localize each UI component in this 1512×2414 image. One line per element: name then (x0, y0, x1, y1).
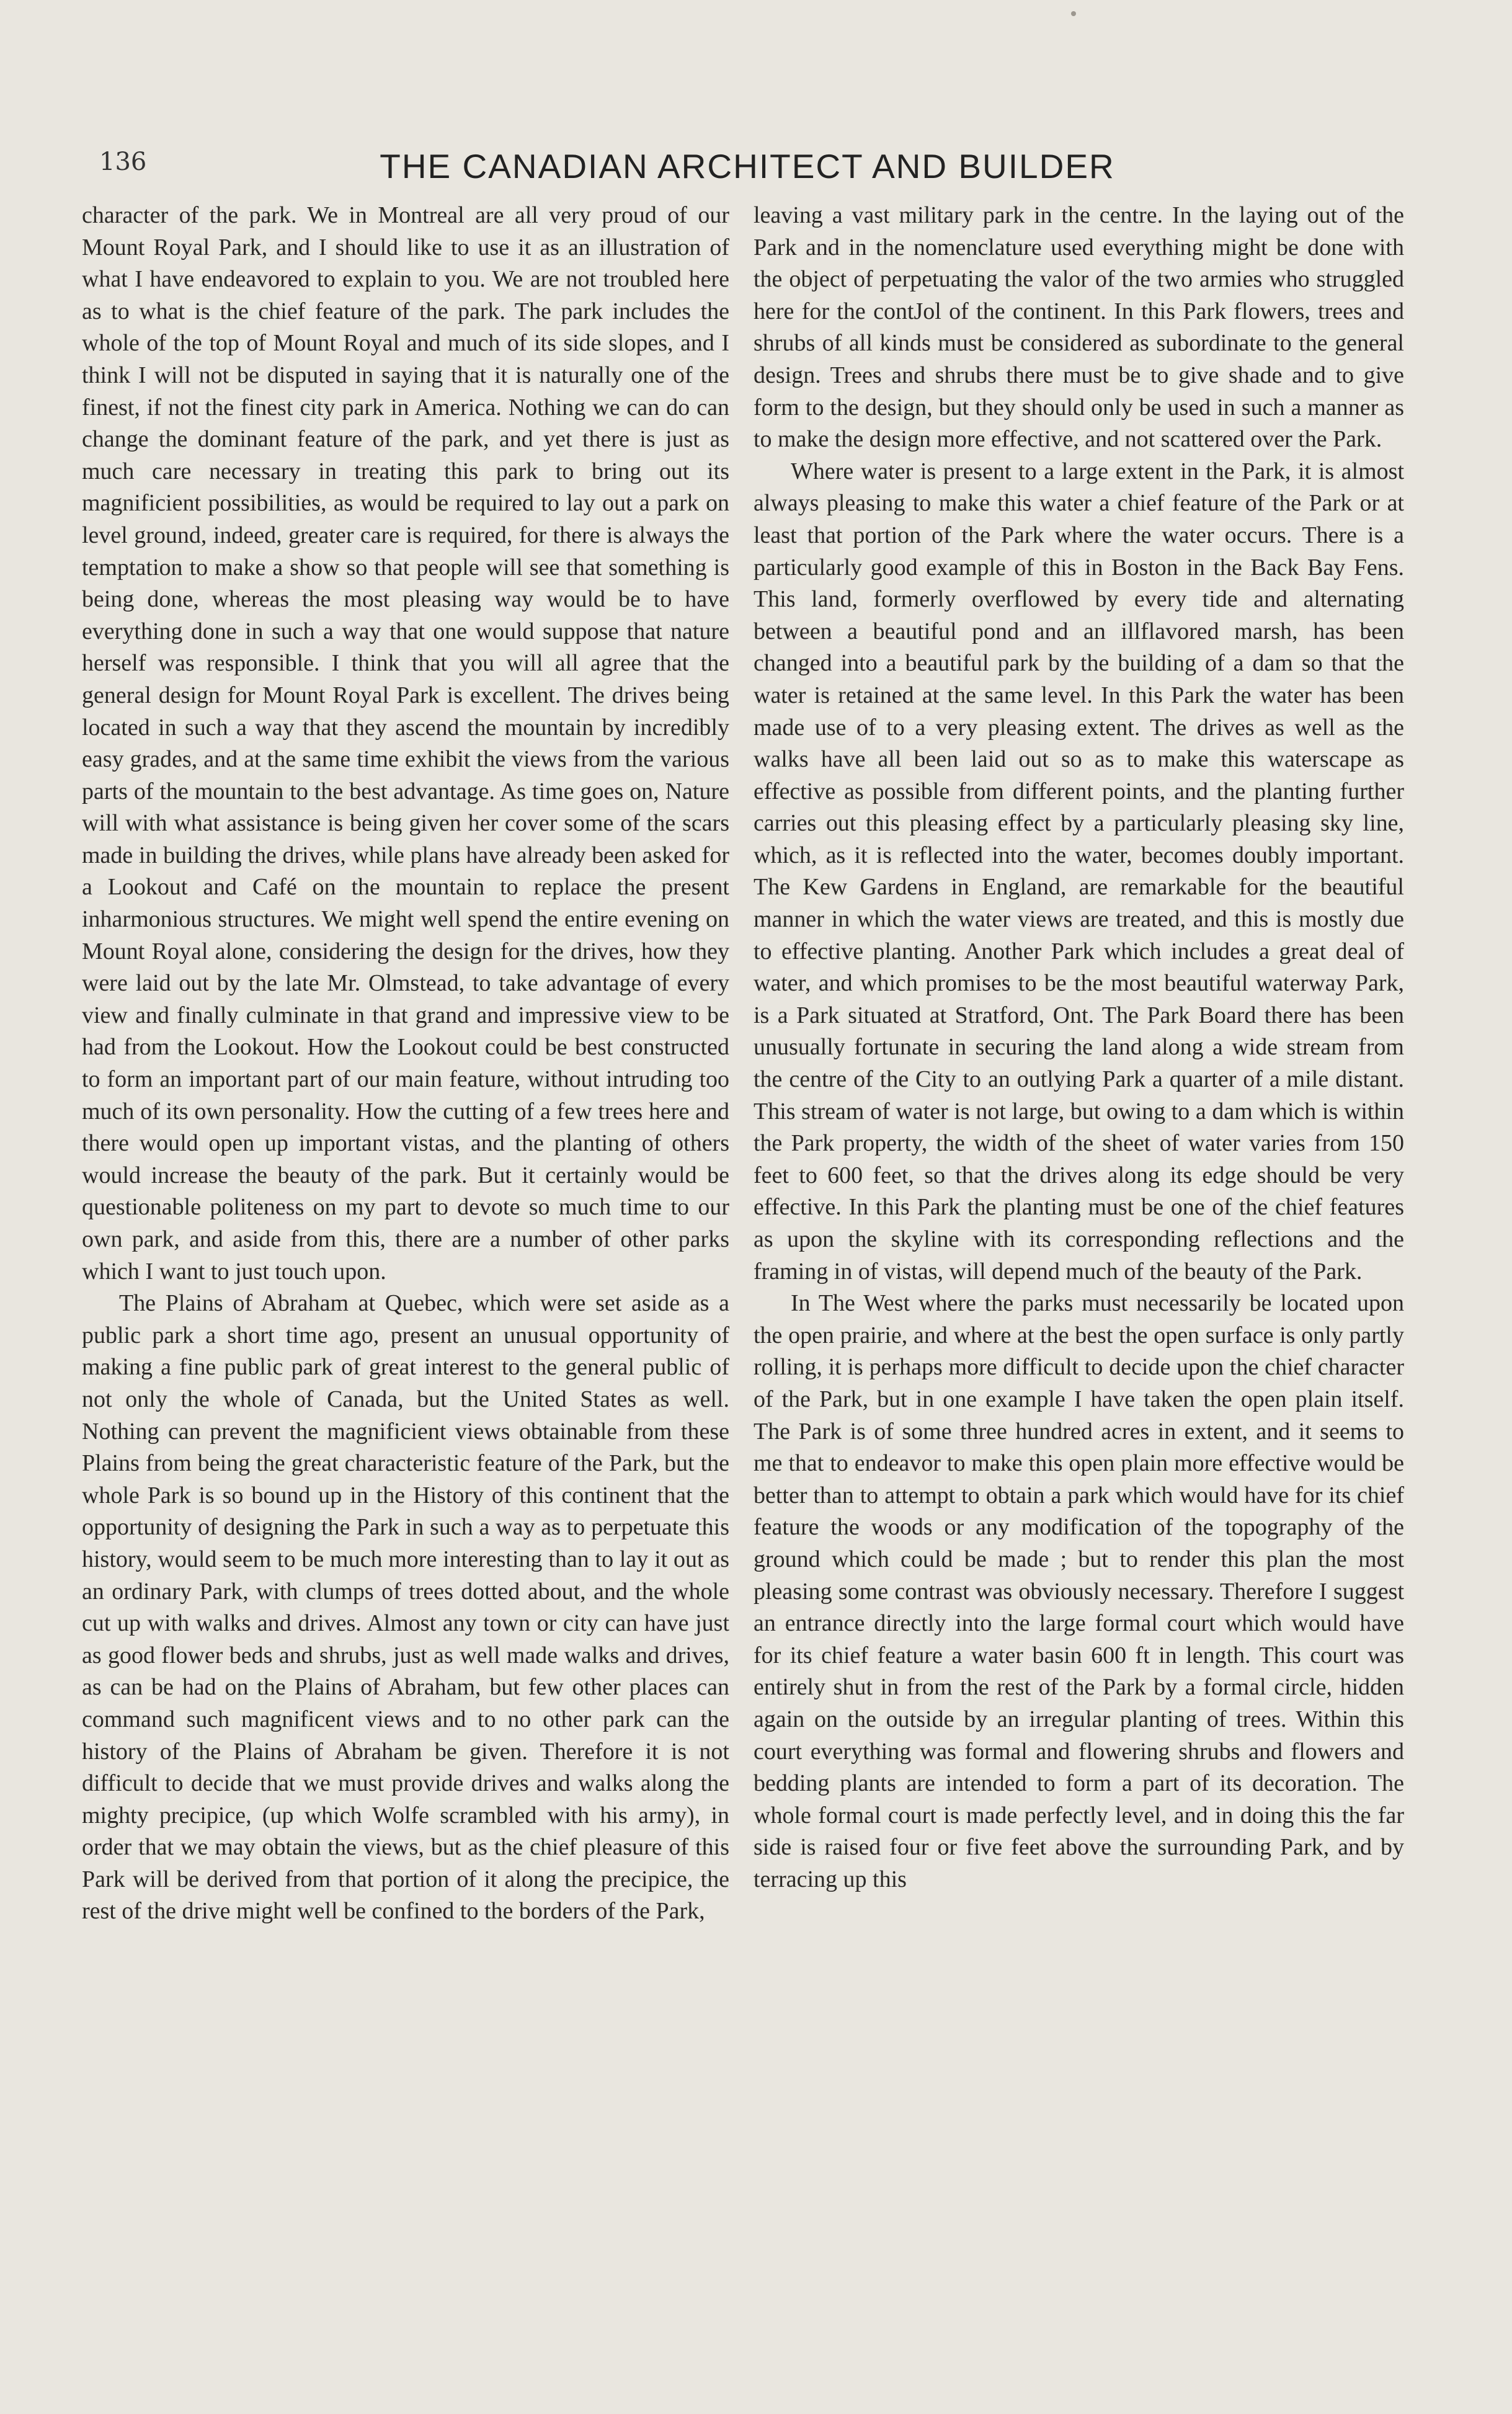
right-column (754, 200, 1404, 1895)
running-head: THE CANADIAN ARCHITECT AND BUILDER (380, 147, 1115, 185)
left-column (82, 200, 729, 1928)
paragraph: The Plains of Abraham at Quebec, which were set aside as a public park a short time ago, present an unusual opportunity of making a fine public park of great interest to the general public of not only the whole of Canada, but the United States as well. Nothing can prevent the magnificient views obtainable from these Plains from being the great characteristic feature of the Park, but the whole Park is so bound up in the History of this continent that the opportunity of designing the Park in such a way as to perpetuate this history, would seem to be much more interesting than to lay it out as an ordinary Park, with clumps of trees dotted about, and the whole cut up with walks and drives. Almost any town or city can have just as good flower beds and shrubs, just as well made walks and drives, as can be had on the Plains of Abraham, but few other places can command such magnificent views and to no other park can the history of the Plains of Abraham be given. Therefore it is not difficult to decide that we must provide drives and walks along the mighty precipice, (up which Wolfe scrambled with his army), in order that we may obtain the views, but as the chief pleasure of this Park will be derived from that portion of it along the precipice, the rest of the drive might well be confined to the borders of the Park, (82, 1290, 729, 1925)
ink-speck (1071, 11, 1076, 16)
paragraph: leaving a vast military park in the centre. In the laying out of the Park and in the nomenclature used everything might be done with the object of perpetuating the valor of the two armies who struggled here for the contJol of the continent. In this Park flowers, trees and shrubs of all kinds must be considered as subordinate to the general design. Trees and shrubs there must be to give shade and to give form to the design, but they should only be used in such a manner as to make the design more effective, and not scattered over the Park. (754, 202, 1404, 453)
paragraph: character of the park. We in Montreal are all very proud of our Mount Royal Park, and I should like to use it as an illustration of what I have endeavored to explain to you. We are not troubled here as to what is the chief feature of the park. The park includes the whole of the top of Mount Royal and much of its side slopes, and I think I will not be disputed in saying that it is naturally one of the finest, if not the finest city park in America. Nothing we can do can change the dominant feature of the park, and yet there is just as much care necessary in treating this park to bring out its magnificient possibilities, as would be required to lay out a park on level ground, indeed, greater care is required, for there is always the temptation to make a show so that people will see that something is being done, whereas the most pleasing way would be to have everything done in such a way that one would suppose that nature herself was responsible. I think that you will all agree that the general design for Mount Royal Park is excellent. The drives being located in such a way that they ascend the mountain by incredibly easy grades, and at the same time exhibit the views from the various parts of the mountain to the best advantage. As time goes on, Nature will with what assistance is being given her cover some of the scars made in building the drives, while plans have already been asked for a Lookout and Café on the mountain to replace the present inharmonious structures. We might well spend the entire evening on Mount Royal alone, considering the design for the drives, how they were laid out by the late Mr. Olmstead, to take advantage of every view and finally culminate in that grand and impressive view to be had from the Lookout. How the Lookout could be best constructed to form an important part of our main feature, without intruding too much of its own personality. How the cutting of a few trees here and there would open up important vistas, and the planting of others would increase the beauty of the park. But it certainly would be questionable politeness on my part to devote so much time to our own park, and aside from this, there are a number of other parks which I want to just touch upon. (82, 202, 729, 1285)
paragraph: Where water is present to a large extent in the Park, it is almost always pleasing to make this water a chief feature of the Park or at least that portion of the Park where the water occurs. There is a particularly good example of this in Boston in the Back Bay Fens. This land, formerly overflowed by every tide and alternating between a beautiful pond and an illflavored marsh, has been changed into a beautiful park by the building of a dam so that the water is retained at the same level. In this Park the water has been made use of to a very pleasing extent. The drives as well as the walks have all been laid out so as to make this waterscape as effective as possible from different points, and the planting further carries out this pleasing effect by a particularly pleasing sky line, which, as it is reflected into the water, becomes doubly important. The Kew Gardens in England, are remarkable for the beautiful manner in which the water views are treated, and this is mostly due to effective planting. Another Park which includes a great deal of water, and which promises to be the most beautiful waterway Park, is a Park situated at Stratford, Ont. The Park Board there has been unusually fortunate in securing the land along a wide stream from the centre of the City to an outlying Park a quarter of a mile distant. This stream of water is not large, but owing to a dam which is within the Park property, the width of the sheet of water varies from 150 feet to 600 feet, so that the drives along its edge should be very effective. In this Park the planting must be one of the chief features as upon the skyline with its corresponding reflections and the framing in of vistas, will depend much of the beauty of the Park. (754, 458, 1404, 1285)
page-number: 136 (99, 148, 147, 176)
paragraph: In The West where the parks must necessarily be located upon the open prairie, and where at the best the open surface is only partly rolling, it is perhaps more difficult to decide upon the chief character of the Park, but in one example I have taken the open plain itself. The Park is of some three hundred acres in extent, and it seems to me that to endeavor to make this open plain more effective would be better than to attempt to obtain a park which would have for its chief feature the woods or any modification of the topography of the ground which could be made ; but to render this plan the most pleasing some contrast was obviously necessary. Therefore I suggest an entrance directly into the large formal court which would have for its chief feature a water basin 600 ft in length. This court was entirely shut in from the rest of the Park by a formal circle, hidden again on the outside by an irregular planting of trees. Within this court everything was formal and flowering shrubs and flowers and bedding plants are intended to form a part of its decoration. The whole formal court is made perfectly level, and in doing this the far side is raised four or five feet above the surrounding Park, and by terracing up this (754, 1290, 1404, 1892)
